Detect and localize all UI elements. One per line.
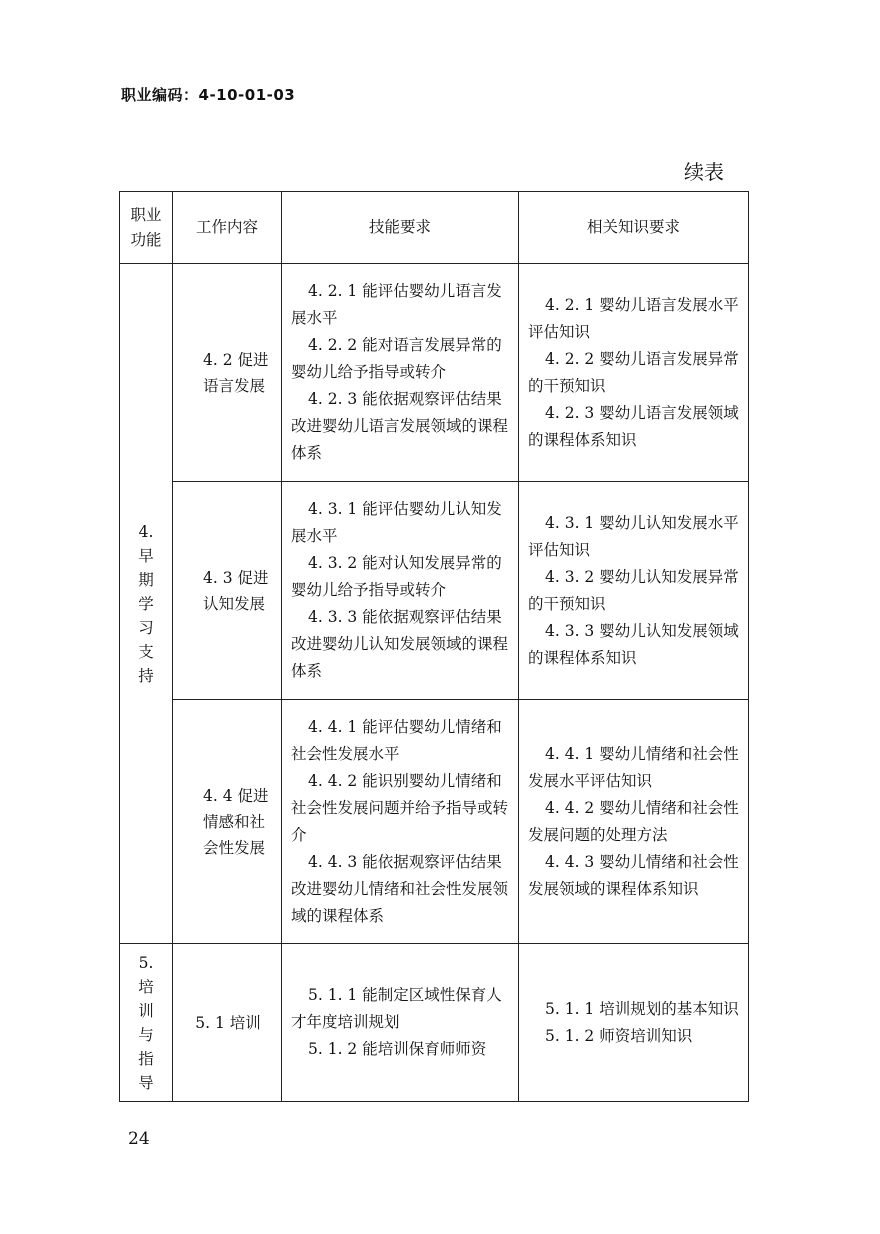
work-cell: 5. 1 培训 (173, 944, 282, 1102)
skill-cell: 4. 3. 1 能评估婴幼儿认知发展水平 4. 3. 2 能对认知发展异常的婴幼儿给予指导或转介 4. 3. 3 能依据观察评估结果改进婴幼儿认知发展领域的课程体系 (282, 482, 519, 700)
knowledge-cell: 5. 1. 1 培训规划的基本知识 5. 1. 2 师资培训知识 (519, 944, 749, 1102)
occupation-code: 职业编码：4-10-01-03 (121, 86, 296, 104)
knowledge-cell: 4. 4. 1 婴幼儿情绪和社会性发展水平评估知识 4. 4. 2 婴幼儿情绪和社会性发展问题的处理方法 4. 4. 3 婴幼儿情绪和社会性发展领域的课程体系知识 (519, 700, 749, 944)
function-name: 培训与指导 (138, 977, 154, 1092)
work-cell: 4. 3 促进认知发展 (173, 482, 282, 700)
skill-cell: 4. 4. 1 能评估婴幼儿情绪和社会性发展水平 4. 4. 2 能识别婴幼儿情绪和社会性发展问题并给予指导或转介 4. 4. 3 能依据观察评估结果改进婴幼儿情绪和社会性发展领域的课程体系 (282, 700, 519, 944)
header-work: 工作内容 (173, 192, 282, 264)
page-number: 24 (128, 1129, 150, 1149)
work-cell: 4. 4 促进情感和社会性发展 (173, 700, 282, 944)
table-row (120, 700, 749, 944)
knowledge-cell: 4. 2. 1 婴幼儿语言发展水平评估知识 4. 2. 2 婴幼儿语言发展异常的干预知识 4. 2. 3 婴幼儿语言发展领域的课程体系知识 (519, 264, 749, 482)
table-row (120, 482, 749, 700)
skill-cell: 5. 1. 1 能制定区域性保育人才年度培训规划 5. 1. 2 能培训保育师师资 (282, 944, 519, 1102)
function-number: 5. (138, 953, 154, 972)
table-row (120, 944, 749, 1102)
work-cell: 4. 2 促进语言发展 (173, 264, 282, 482)
header-knowledge: 相关知识要求 (519, 192, 749, 264)
table-header-row (120, 192, 749, 264)
header-function: 职业功能 (120, 192, 173, 264)
header-skill: 技能要求 (282, 192, 519, 264)
function-cell (120, 944, 173, 1102)
skill-cell: 4. 2. 1 能评估婴幼儿语言发展水平 4. 2. 2 能对语言发展异常的婴幼儿给予指导或转介 4. 2. 3 能依据观察评估结果改进婴幼儿语言发展领域的课程体系 (282, 264, 519, 482)
table-row (120, 264, 749, 482)
function-cell (120, 264, 173, 944)
continued-label: 续表 (684, 160, 724, 184)
function-number: 4. (138, 522, 154, 541)
knowledge-cell: 4. 3. 1 婴幼儿认知发展水平评估知识 4. 3. 2 婴幼儿认知发展异常的干预知识 4. 3. 3 婴幼儿认知发展领域的课程体系知识 (519, 482, 749, 700)
skills-table (119, 191, 749, 1102)
function-name: 早期学习支持 (138, 546, 154, 685)
